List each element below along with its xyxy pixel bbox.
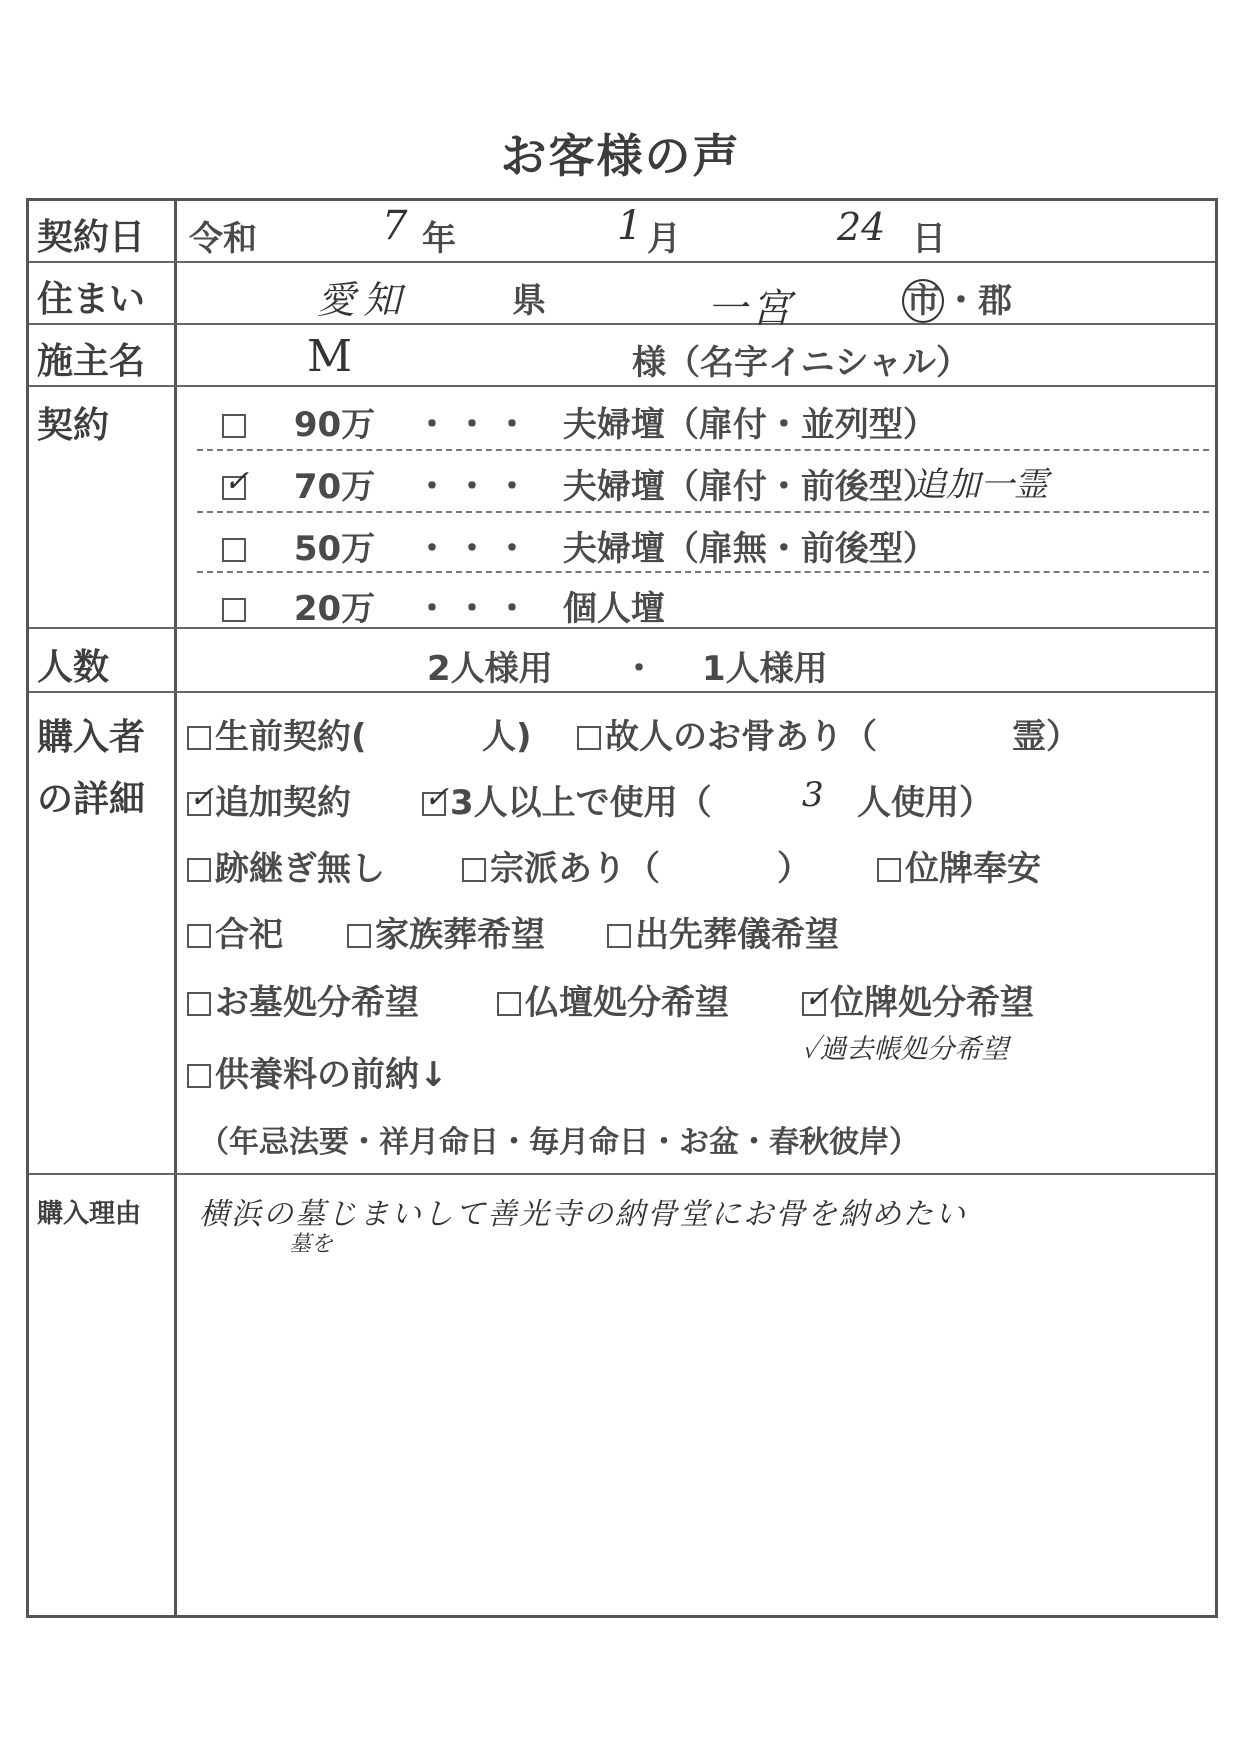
price-20: 20万 bbox=[293, 589, 376, 629]
contract-date-row bbox=[29, 201, 1215, 263]
three-plus-value[interactable]: 3 bbox=[802, 775, 824, 815]
contract-content bbox=[177, 387, 1215, 627]
pre-contract-option[interactable]: 生前契約( bbox=[187, 709, 367, 758]
feedback-form bbox=[26, 198, 1218, 1618]
people-label: 人数 bbox=[29, 629, 177, 691]
contract-option-90[interactable] bbox=[222, 397, 937, 446]
reason-row bbox=[29, 1175, 1215, 1615]
family-funeral-option[interactable]: 家族葬希望 bbox=[347, 907, 545, 956]
pre-contract-checkbox[interactable] bbox=[187, 726, 211, 750]
checkbox-70[interactable] bbox=[222, 476, 246, 500]
additional-checkbox[interactable] bbox=[187, 792, 211, 816]
reason-text[interactable]: 横浜の墓じまいして善光寺の納骨堂にお骨を納めたい bbox=[199, 1197, 967, 1232]
divider-dashed bbox=[197, 511, 1209, 513]
prefecture-unit: 県 bbox=[512, 281, 546, 321]
era-text: 令和 bbox=[189, 219, 257, 259]
sect-close: ） bbox=[777, 849, 811, 889]
reason-content[interactable] bbox=[177, 1175, 1215, 1615]
prepay-option[interactable]: 供養料の前納↓ bbox=[187, 1047, 448, 1096]
visit-funeral-checkbox[interactable] bbox=[607, 924, 631, 948]
divider-dashed bbox=[197, 449, 1209, 451]
divider-dashed bbox=[197, 571, 1209, 573]
ihai-enshrine-checkbox[interactable] bbox=[877, 858, 901, 882]
price-70: 70万 bbox=[293, 467, 376, 507]
people-option-two[interactable]: 2人様用 bbox=[427, 649, 553, 689]
desc-90: 夫婦壇（扉付・並列型） bbox=[562, 405, 937, 445]
sect-checkbox[interactable] bbox=[462, 858, 486, 882]
altar-disposal-option[interactable]: 仏壇処分希望 bbox=[497, 975, 729, 1024]
checkbox-50[interactable] bbox=[222, 538, 246, 562]
contract-date-label: 契約日 bbox=[29, 201, 177, 261]
no-heir-checkbox[interactable] bbox=[187, 858, 211, 882]
desc-70: 夫婦壇（扉付・前後型） bbox=[562, 467, 937, 507]
remains-checkbox[interactable] bbox=[577, 726, 601, 750]
owner-suffix: 様（名字イニシャル） bbox=[632, 343, 970, 383]
ihai-disposal-checkbox[interactable] bbox=[802, 992, 826, 1016]
contract-row bbox=[29, 387, 1215, 629]
residence-content bbox=[177, 263, 1215, 332]
ledger-note: ✓過去帳処分希望 bbox=[802, 1034, 1009, 1065]
reason-insert: 墓を bbox=[289, 1232, 334, 1257]
ihai-disposal-option[interactable]: ✓ 位牌処分希望 bbox=[802, 975, 1034, 1024]
desc-50: 夫婦壇（扉無・前後型） bbox=[562, 529, 937, 569]
contract-option-50[interactable] bbox=[222, 521, 937, 570]
ihai-enshrine-option[interactable]: 位牌奉安 bbox=[877, 841, 1041, 890]
city-unit bbox=[902, 273, 1012, 322]
price-90: 90万 bbox=[293, 405, 376, 445]
owner-label: 施主名 bbox=[29, 325, 177, 385]
details-row bbox=[29, 693, 1215, 1175]
family-funeral-checkbox[interactable] bbox=[347, 924, 371, 948]
sect-option[interactable]: 宗派あり（ bbox=[462, 841, 660, 890]
no-heir-option[interactable]: 跡継ぎ無し bbox=[187, 841, 385, 890]
contract-label: 契約 bbox=[29, 387, 177, 627]
details-label: 購入者 の詳細 bbox=[29, 693, 177, 1173]
dots-20: ・・・ bbox=[415, 589, 536, 629]
month-value[interactable]: 1 bbox=[617, 203, 643, 249]
owner-initial[interactable]: M bbox=[307, 331, 353, 382]
year-value[interactable]: 7 bbox=[382, 203, 408, 249]
people-row bbox=[29, 629, 1215, 693]
contract-date-content bbox=[177, 201, 1215, 261]
remains-option[interactable]: 故人のお骨あり（ bbox=[577, 709, 877, 758]
three-plus-checkbox[interactable] bbox=[422, 792, 446, 816]
price-50: 50万 bbox=[293, 529, 376, 569]
month-unit: 月 bbox=[647, 219, 681, 259]
owner-row bbox=[29, 325, 1215, 387]
city-unit-rest: ・郡 bbox=[944, 281, 1012, 321]
checkbox-90[interactable] bbox=[222, 414, 246, 438]
gassi-checkbox[interactable] bbox=[187, 924, 211, 948]
desc-20: 個人壇 bbox=[562, 589, 665, 629]
page-title: お客様の声 bbox=[500, 129, 741, 183]
contract-option-70[interactable] bbox=[222, 459, 937, 508]
additional-option[interactable]: ✓追加契約 bbox=[187, 775, 351, 824]
contract-note: 追加一霊 bbox=[912, 465, 1048, 505]
year-unit: 年 bbox=[422, 219, 456, 259]
day-value[interactable]: 24 bbox=[837, 205, 886, 249]
grave-disposal-checkbox[interactable] bbox=[187, 992, 211, 1016]
people-separator: ・ bbox=[622, 649, 656, 689]
city-circled-mark: 市 bbox=[902, 279, 944, 323]
dots-50: ・・・ bbox=[415, 529, 536, 569]
dots-70: ・・・ bbox=[415, 467, 536, 507]
prefecture-value[interactable]: 愛知 bbox=[317, 278, 410, 322]
remains-unit: 霊） bbox=[1012, 717, 1080, 757]
altar-disposal-checkbox[interactable] bbox=[497, 992, 521, 1016]
prepay-items: （年忌法要・祥月命日・毎月命日・お盆・春秋彼岸） bbox=[199, 1125, 919, 1160]
day-unit: 日 bbox=[912, 219, 946, 259]
residence-label: 住まい bbox=[29, 263, 177, 323]
three-plus-option[interactable]: ✓ 3人以上で使用（ bbox=[422, 775, 712, 824]
visit-funeral-option[interactable]: 出先葬儀希望 bbox=[607, 907, 839, 956]
owner-content bbox=[177, 325, 1215, 385]
gassi-option[interactable]: 合祀 bbox=[187, 907, 283, 956]
contract-option-20[interactable] bbox=[222, 581, 665, 630]
residence-row bbox=[29, 263, 1215, 332]
grave-disposal-option[interactable]: お墓処分希望 bbox=[187, 975, 419, 1024]
three-plus-unit: 人使用） bbox=[857, 783, 993, 823]
dots-90: ・・・ bbox=[415, 405, 536, 445]
pre-contract-unit: 人) bbox=[482, 717, 532, 757]
details-content bbox=[177, 693, 1215, 1173]
people-content bbox=[177, 629, 1215, 691]
prepay-checkbox[interactable] bbox=[187, 1064, 211, 1088]
city-value[interactable]: 一宮 bbox=[707, 286, 795, 332]
people-option-one[interactable]: 1人様用 bbox=[702, 649, 828, 689]
checkbox-20[interactable] bbox=[222, 598, 246, 622]
reason-label: 購入理由 bbox=[29, 1175, 177, 1615]
